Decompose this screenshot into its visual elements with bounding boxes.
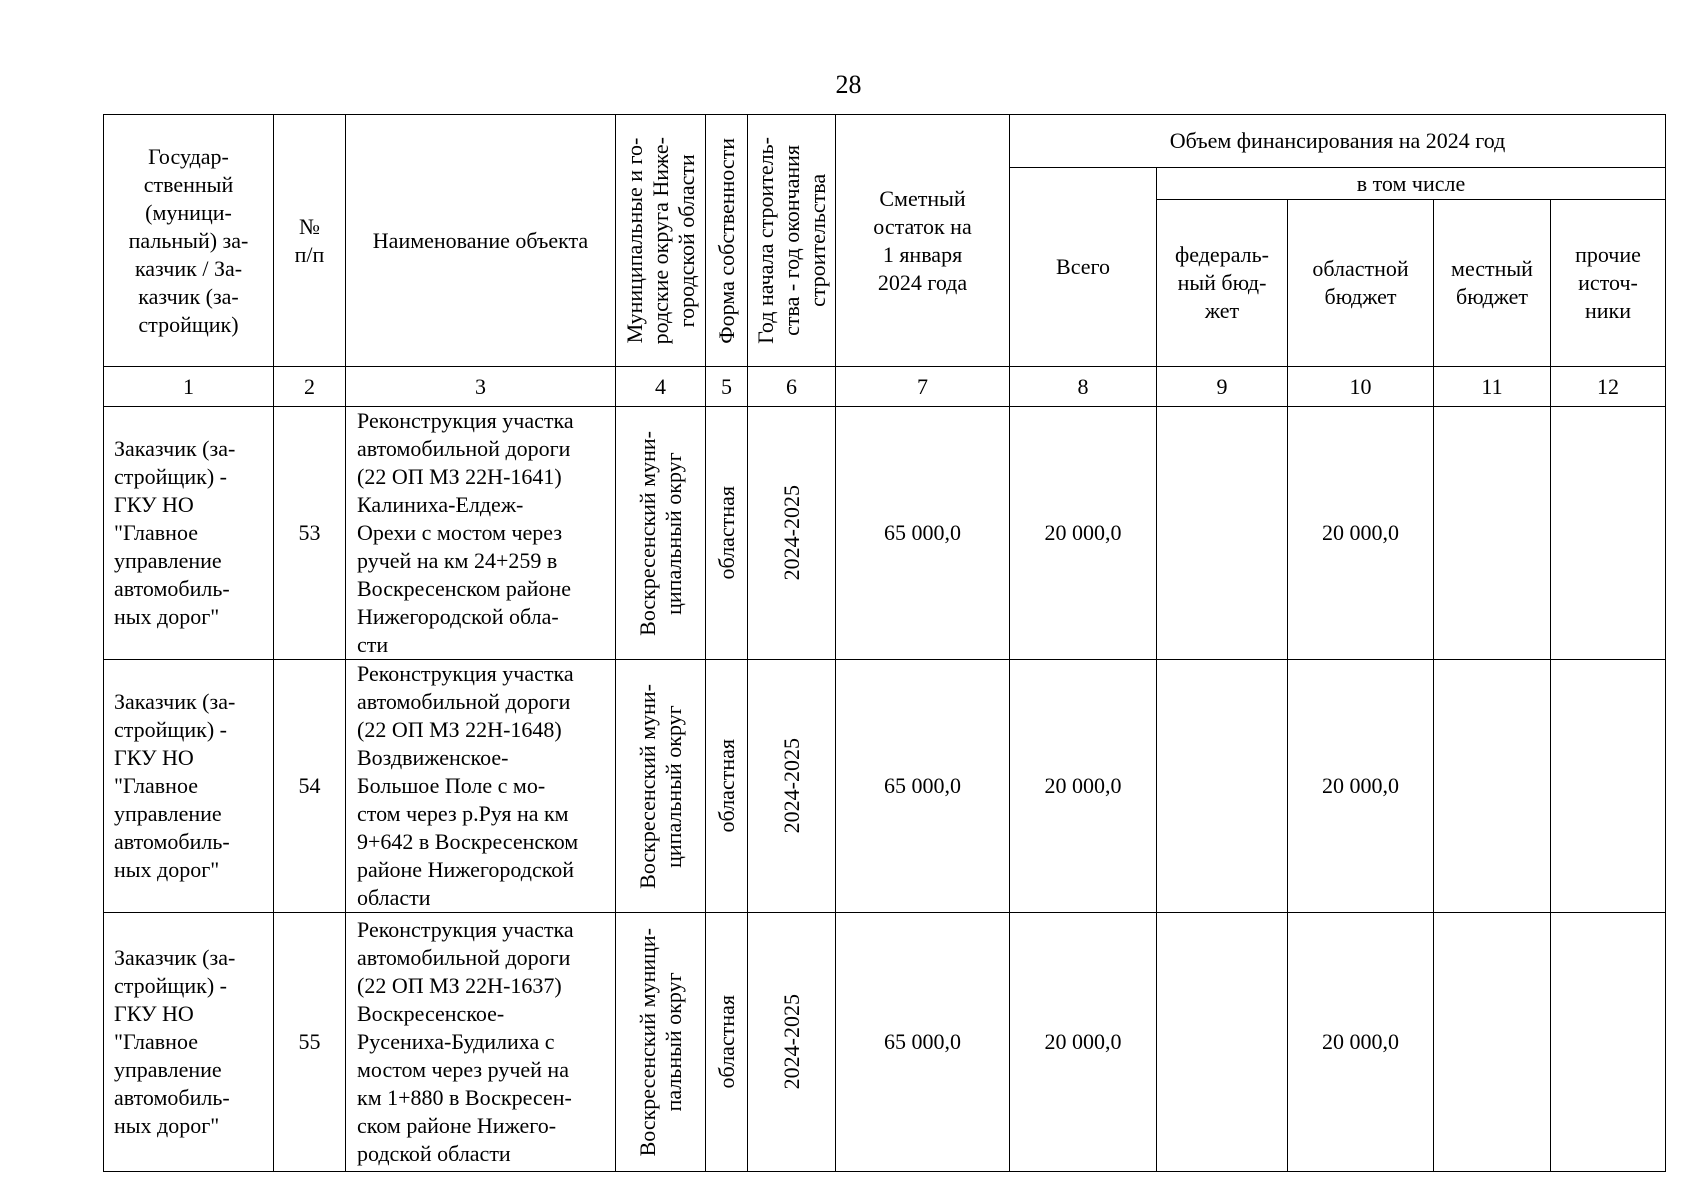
local-cell: [1434, 660, 1551, 913]
header-financing: Объем финансирования на 2024 год: [1010, 115, 1666, 168]
years-cell: 2024-2025: [748, 407, 836, 660]
regional-cell: 20 000,0: [1288, 407, 1434, 660]
header-object-name: Наименование объекта: [346, 115, 616, 367]
estimate-cell: 65 000,0: [836, 660, 1010, 913]
header-other: прочие источ- ники: [1551, 200, 1666, 367]
ownership-cell: областная: [706, 913, 748, 1172]
header-federal: федераль- ный бюд- жет: [1157, 200, 1288, 367]
regional-cell: 20 000,0: [1288, 660, 1434, 913]
column-number: 11: [1434, 367, 1551, 407]
estimate-cell: 65 000,0: [836, 407, 1010, 660]
column-number: 5: [706, 367, 748, 407]
customer-cell: Заказчик (за- стройщик) - ГКУ НО "Главное управление автомобиль- ных дорог": [104, 407, 274, 660]
years-cell: 2024-2025: [748, 660, 836, 913]
column-number: 9: [1157, 367, 1288, 407]
federal-cell: [1157, 913, 1288, 1172]
column-number: 12: [1551, 367, 1666, 407]
object-name-cell: Реконструкция участка автомобильной дороги (22 ОП МЗ 22Н-1641) Калиниха-Елдеж- Орехи с мостом через ручей на км 24+259 в Воскресенском районе Нижегородской обла- сти: [346, 407, 616, 660]
column-number: 10: [1288, 367, 1434, 407]
header-local: местный бюджет: [1434, 200, 1551, 367]
financing-table: [103, 114, 1666, 1172]
row-number-cell: 54: [274, 660, 346, 913]
federal-cell: [1157, 660, 1288, 913]
object-name-cell: Реконструкция участка автомобильной дороги (22 ОП МЗ 22Н-1637) Воскресенское- Русениха-Будилиха с мостом через ручей на км 1+880 в Воскресен- ском районе Нижего- родской области: [346, 913, 616, 1172]
federal-cell: [1157, 407, 1288, 660]
row-number-cell: 55: [274, 913, 346, 1172]
total-cell: 20 000,0: [1010, 407, 1157, 660]
row-number-cell: 53: [274, 407, 346, 660]
column-number: 7: [836, 367, 1010, 407]
column-number: 2: [274, 367, 346, 407]
page-number: 28: [835, 70, 862, 99]
header-years: Год начала строитель- ства - год окончания строительства: [748, 115, 836, 367]
customer-cell: Заказчик (за- стройщик) - ГКУ НО "Главное управление автомобиль- ных дорог": [104, 660, 274, 913]
total-cell: 20 000,0: [1010, 660, 1157, 913]
column-number: 4: [616, 367, 706, 407]
header-district: Муниципальные и го- родские округа Ниже- городской области: [616, 115, 706, 367]
object-name-cell: Реконструкция участка автомобильной дороги (22 ОП МЗ 22Н-1648) Воздвиженское- Большое Поле с мо- стом через р.Руя на км 9+642 в Воскресенском районе Нижегородской области: [346, 660, 616, 913]
header-including: в том числе: [1157, 168, 1666, 200]
total-cell: 20 000,0: [1010, 913, 1157, 1172]
other-cell: [1551, 913, 1666, 1172]
other-cell: [1551, 407, 1666, 660]
other-cell: [1551, 660, 1666, 913]
years-cell: 2024-2025: [748, 913, 836, 1172]
table-row: [104, 407, 1666, 660]
ownership-cell: областная: [706, 660, 748, 913]
header-estimate: Сметный остаток на 1 января 2024 года: [836, 115, 1010, 367]
column-number: 3: [346, 367, 616, 407]
ownership-cell: областная: [706, 407, 748, 660]
district-cell: Воскресенский муни- ципальный округ: [616, 407, 706, 660]
district-cell: Воскресенский муни- ципальный округ: [616, 660, 706, 913]
estimate-cell: 65 000,0: [836, 913, 1010, 1172]
header-number: № п/п: [274, 115, 346, 367]
header-regional: областной бюджет: [1288, 200, 1434, 367]
header-customer: Государ- ственный (муници- пальный) за- казчик / За- казчик (за- стройщик): [104, 115, 274, 367]
column-number: 6: [748, 367, 836, 407]
header-total: Всего: [1010, 168, 1157, 367]
customer-cell: Заказчик (за- стройщик) - ГКУ НО "Главное управление автомобиль- ных дорог": [104, 913, 274, 1172]
column-number: 1: [104, 367, 274, 407]
header-ownership: Форма собственности: [706, 115, 748, 367]
column-numbers-row: [104, 367, 1666, 407]
regional-cell: 20 000,0: [1288, 913, 1434, 1172]
district-cell: Воскресенский муници- пальный округ: [616, 913, 706, 1172]
table-row: [104, 660, 1666, 913]
table-row: [104, 913, 1666, 1172]
column-number: 8: [1010, 367, 1157, 407]
local-cell: [1434, 407, 1551, 660]
local-cell: [1434, 913, 1551, 1172]
